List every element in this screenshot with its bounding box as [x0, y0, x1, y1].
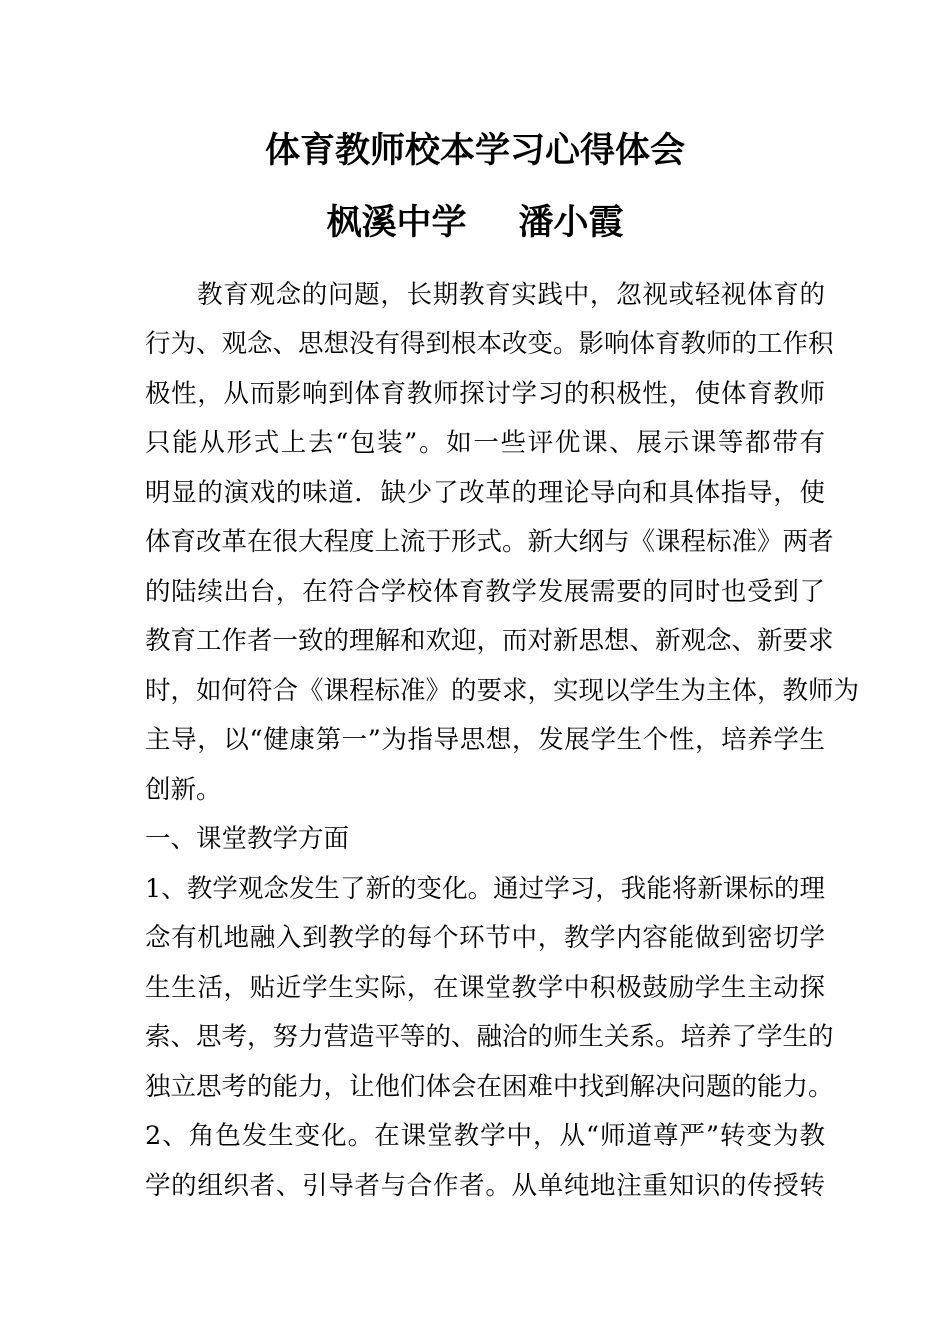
paragraph-line: 1、教学观念发生了新的变化。通过学习，我能将新课标的理 — [145, 874, 825, 904]
paragraph-line: 2、角色发生变化。在课堂教学中，从“师道尊严”转变为教 — [145, 1121, 825, 1151]
paragraph-line: 独立思考的能力，让他们体会在困难中找到解决问题的能力。 — [145, 1072, 834, 1102]
document-byline — [0, 200, 950, 246]
paragraph-line: 行为、观念、思想没有得到根本改变。影响体育教师的工作积 — [145, 329, 834, 359]
paragraph-line: 学的组织者、引导者与合作者。从单纯地注重知识的传授转 — [145, 1171, 825, 1201]
paragraph-line: 索、思考，努力营造平等的、融洽的师生关系。培养了学生的 — [145, 1022, 834, 1052]
school-name: 枫溪中学 — [326, 202, 467, 243]
section-heading: 一、课堂教学方面 — [145, 824, 350, 854]
paragraph-line: 的陆续出台，在符合学校体育教学发展需要的同时也受到了 — [145, 577, 825, 607]
paragraph-line: 创新。 — [145, 775, 222, 805]
paragraph-line: 主导，以“健康第一”为指导思想，发展学生个性，培养学生 — [145, 725, 825, 755]
paragraph-line: 时，如何符合《课程标准》的要求，实现以学生为主体，教师为 — [145, 676, 860, 706]
author-name: 潘小霞 — [518, 202, 624, 243]
paragraph-line: 生生活，贴近学生实际，在课堂教学中积极鼓励学生主动探 — [145, 973, 825, 1003]
paragraph-line: 念有机地融入到教学的每个环节中，教学内容能做到密切学 — [145, 923, 825, 953]
paragraph-line: 教育工作者一致的理解和欢迎，而对新思想、新观念、新要求 — [145, 626, 834, 656]
paragraph-line: 极性，从而影响到体育教师探讨学习的积极性，使体育教师 — [145, 379, 825, 409]
paragraph-line: 明显的演戏的味道．缺少了改革的理论导向和具体指导，使 — [145, 478, 825, 508]
document-title: 体育教师校本学习心得体会 — [264, 130, 685, 171]
paragraph-line: 只能从形式上去“包装”。如一些评优课、展示课等都带有 — [145, 428, 825, 458]
paragraph-line: 体育改革在很大程度上流于形式。新大纲与《课程标准》两者 — [145, 527, 834, 557]
paragraph-line: 教育观念的问题，长期教育实践中，忽视或轻视体育的 — [197, 280, 825, 310]
